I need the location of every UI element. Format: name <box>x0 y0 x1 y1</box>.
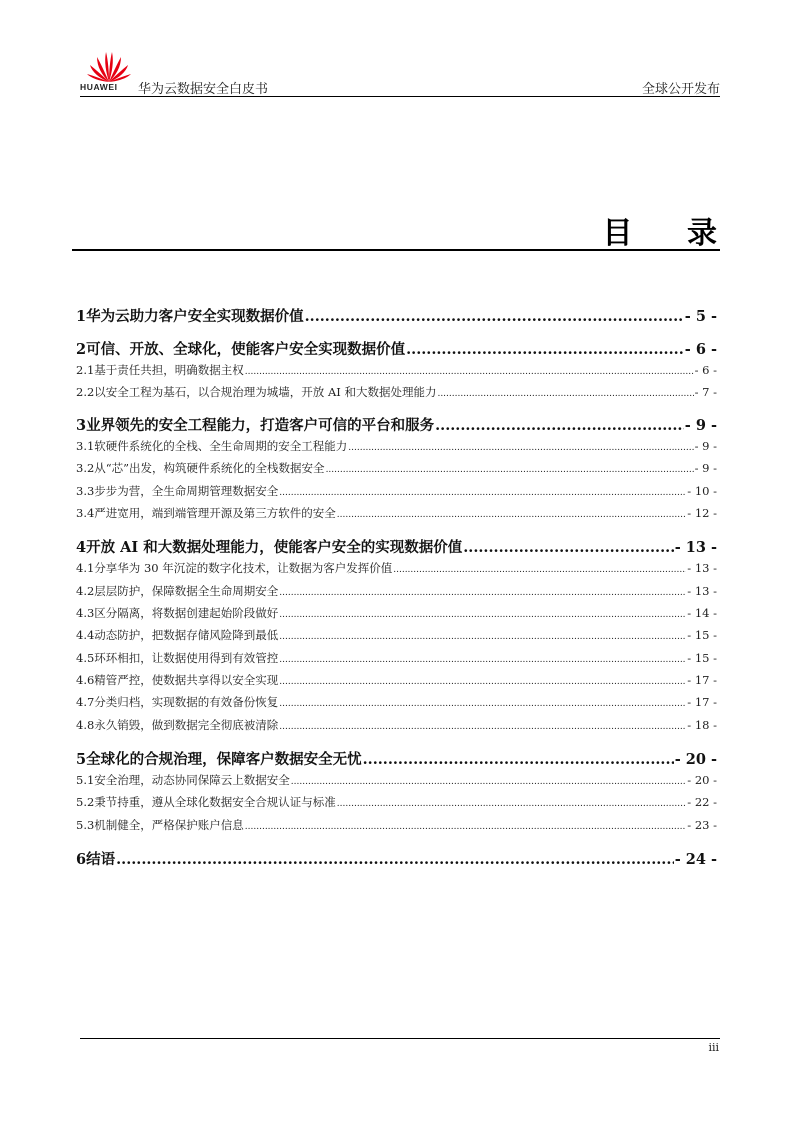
dot-leader <box>245 818 686 832</box>
toc-entry-label: 步步为营，全生命周期管理数据安全 <box>94 484 279 498</box>
dot-leader <box>337 795 686 809</box>
page-number: iii <box>708 1041 719 1054</box>
toc-entry-page: - 10 - <box>687 484 717 498</box>
toc-entry-label: 环环相扣，让数据使用得到有效管控 <box>94 651 279 665</box>
toc-entry-number: 5 <box>76 751 87 768</box>
toc-entry-page: - 5 - <box>684 308 717 325</box>
toc-entry-number: 2.2 <box>76 385 95 399</box>
toc-entry[interactable] <box>76 414 717 435</box>
dot-leader <box>463 539 673 556</box>
toc-entry-number: 4.5 <box>76 651 95 665</box>
toc-entry-number: 4.7 <box>76 695 95 709</box>
toc-entry-number: 5.1 <box>76 773 95 787</box>
toc-entry-number: 3.2 <box>76 461 95 475</box>
dot-leader <box>279 651 686 665</box>
toc-entry-label: 安全治理，动态协同保障云上数据安全 <box>94 773 290 787</box>
distribution-label: 全球公开发布 <box>641 81 720 96</box>
toc-entry-page: - 24 - <box>674 851 717 868</box>
dot-leader <box>279 606 686 620</box>
toc-entry-page: - 17 - <box>687 673 717 687</box>
toc-entry[interactable] <box>76 817 717 833</box>
toc-entry-number: 3.1 <box>76 439 95 453</box>
toc-entry-page: - 15 - <box>687 628 717 642</box>
toc-entry[interactable] <box>76 362 717 378</box>
toc-entry-label: 动态防护，把数据存储风险降到最低 <box>94 628 279 642</box>
toc-entry-number: 4.2 <box>76 584 95 598</box>
page-header <box>80 40 720 96</box>
toc-entry-page: - 7 - <box>694 385 717 399</box>
toc-entry-label: 开放 AI 和大数据处理能力，使能客户安全的实现数据价值 <box>86 539 463 556</box>
toc-entry[interactable] <box>76 338 717 359</box>
dot-leader <box>279 584 686 598</box>
toc-entry-label: 机制健全，严格保护账户信息 <box>94 818 244 832</box>
toc-entry-number: 4.1 <box>76 561 95 575</box>
toc-entry-number: 3.3 <box>76 484 95 498</box>
toc-entry-page: - 13 - <box>687 561 717 575</box>
toc-entry[interactable] <box>76 605 717 621</box>
toc-title: 目 录 <box>602 216 739 251</box>
toc-entry[interactable] <box>76 694 717 710</box>
dot-leader <box>406 341 684 358</box>
header-divider <box>80 96 720 97</box>
dot-leader <box>245 363 694 377</box>
dot-leader <box>279 695 686 709</box>
toc-entry-label: 区分隔离，将数据创建起始阶段做好 <box>94 606 279 620</box>
toc-entry-page: - 13 - <box>687 584 717 598</box>
toc-entry[interactable] <box>76 583 717 599</box>
toc-entry-page: - 6 - <box>694 363 717 377</box>
dot-leader <box>279 484 686 498</box>
toc-entry-number: 5.2 <box>76 795 95 809</box>
toc-entry-number: 4.4 <box>76 628 95 642</box>
toc-entry-number: 3.4 <box>76 506 95 520</box>
toc-entry-page: - 18 - <box>687 718 717 732</box>
toc-entry-label: 层层防护，保障数据全生命周期安全 <box>94 584 279 598</box>
toc-entry-page: - 13 - <box>674 539 717 556</box>
toc-entry-number: 4.6 <box>76 673 95 687</box>
dot-leader <box>393 561 686 575</box>
dot-leader <box>116 851 674 868</box>
toc-entry-page: - 15 - <box>687 651 717 665</box>
toc-entry-number: 6 <box>76 851 87 868</box>
dot-leader <box>437 385 693 399</box>
footer-divider <box>80 1038 720 1039</box>
dot-leader <box>279 718 686 732</box>
toc-entry-page: - 17 - <box>687 695 717 709</box>
toc-entry-label: 结语 <box>86 851 116 868</box>
dot-leader <box>435 417 684 434</box>
toc-entry[interactable] <box>76 560 717 576</box>
logo-text: HUAWEI <box>80 82 118 92</box>
dot-leader <box>326 461 694 475</box>
toc-entry-page: - 9 - <box>694 439 717 453</box>
toc-entry-page: - 20 - <box>674 751 717 768</box>
toc-entry-page: - 22 - <box>687 795 717 809</box>
toc-entry[interactable] <box>76 748 717 769</box>
toc-entry-number: 4.8 <box>76 718 95 732</box>
dot-leader <box>305 308 684 325</box>
toc-entry[interactable] <box>76 672 717 688</box>
toc-entry[interactable] <box>76 460 717 476</box>
toc-entry-label: 秉节持重，遵从全球化数据安全合规认证与标准 <box>94 795 336 809</box>
toc-entry-number: 4.3 <box>76 606 95 620</box>
toc-entry-label: 严进宽用，端到端管理开源及第三方软件的安全 <box>94 506 336 520</box>
toc-entry-page: - 6 - <box>684 341 717 358</box>
toc-entry[interactable] <box>76 717 717 733</box>
toc-entry-label: 分享华为 30 年沉淀的数字化技术，让数据为客户发挥价值 <box>94 561 393 575</box>
toc-entry-label: 华为云助力客户安全实现数据价值 <box>86 308 304 325</box>
toc-entry-page: - 20 - <box>687 773 717 787</box>
toc-entry-label: 以安全工程为基石，以合规治理为城墙，开放 AI 和大数据处理能力 <box>94 385 437 399</box>
toc-entry[interactable] <box>76 536 717 557</box>
toc-entry[interactable] <box>76 650 717 666</box>
dot-leader <box>337 506 686 520</box>
dot-leader <box>363 751 674 768</box>
toc-entry-number: 1 <box>76 308 87 325</box>
dot-leader <box>291 773 686 787</box>
document-title: 华为云数据安全白皮书 <box>138 81 269 96</box>
toc-entry-label: 基于责任共担，明确数据主权 <box>94 363 244 377</box>
toc-entry[interactable] <box>76 384 717 400</box>
huawei-logo-icon <box>86 48 132 84</box>
toc-entry[interactable] <box>76 438 717 454</box>
toc-entry[interactable] <box>76 794 717 810</box>
title-divider <box>72 249 720 251</box>
toc-entry-label: 从“芯”出发，构筑硬件系统化的全栈数据安全 <box>94 461 325 475</box>
toc-entry-label: 软硬件系统化的全栈、全生命周期的安全工程能力 <box>94 439 348 453</box>
toc-entry-page: - 9 - <box>694 461 717 475</box>
toc-entry-label: 全球化的合规治理，保障客户数据安全无忧 <box>86 751 362 768</box>
toc-entry-page: - 14 - <box>687 606 717 620</box>
toc-entry[interactable] <box>76 627 717 643</box>
toc-entry[interactable] <box>76 305 717 326</box>
toc-entry-number: 2 <box>76 341 87 358</box>
dot-leader <box>279 628 686 642</box>
toc-entry-number: 2.1 <box>76 363 95 377</box>
toc-entry-label: 精管严控，使数据共享得以安全实现 <box>94 673 279 687</box>
toc-entry-label: 可信、开放、全球化，使能客户安全实现数据价值 <box>86 341 406 358</box>
toc-entry-label: 分类归档，实现数据的有效备份恢复 <box>94 695 279 709</box>
toc-entry-page: - 9 - <box>684 417 717 434</box>
toc-entry[interactable] <box>76 483 717 499</box>
toc-entry[interactable] <box>76 505 717 521</box>
toc-entry-page: - 12 - <box>687 506 717 520</box>
dot-leader <box>279 673 686 687</box>
toc-entry-label: 永久销毁，做到数据完全彻底被清除 <box>94 718 279 732</box>
toc-entry[interactable] <box>76 772 717 788</box>
toc-entry-number: 5.3 <box>76 818 95 832</box>
dot-leader <box>348 439 693 453</box>
toc-entry-number: 3 <box>76 417 87 434</box>
toc-entry[interactable] <box>76 848 717 869</box>
toc-entry-page: - 23 - <box>687 818 717 832</box>
toc-entry-label: 业界领先的安全工程能力，打造客户可信的平台和服务 <box>86 417 435 434</box>
toc-entry-number: 4 <box>76 539 87 556</box>
